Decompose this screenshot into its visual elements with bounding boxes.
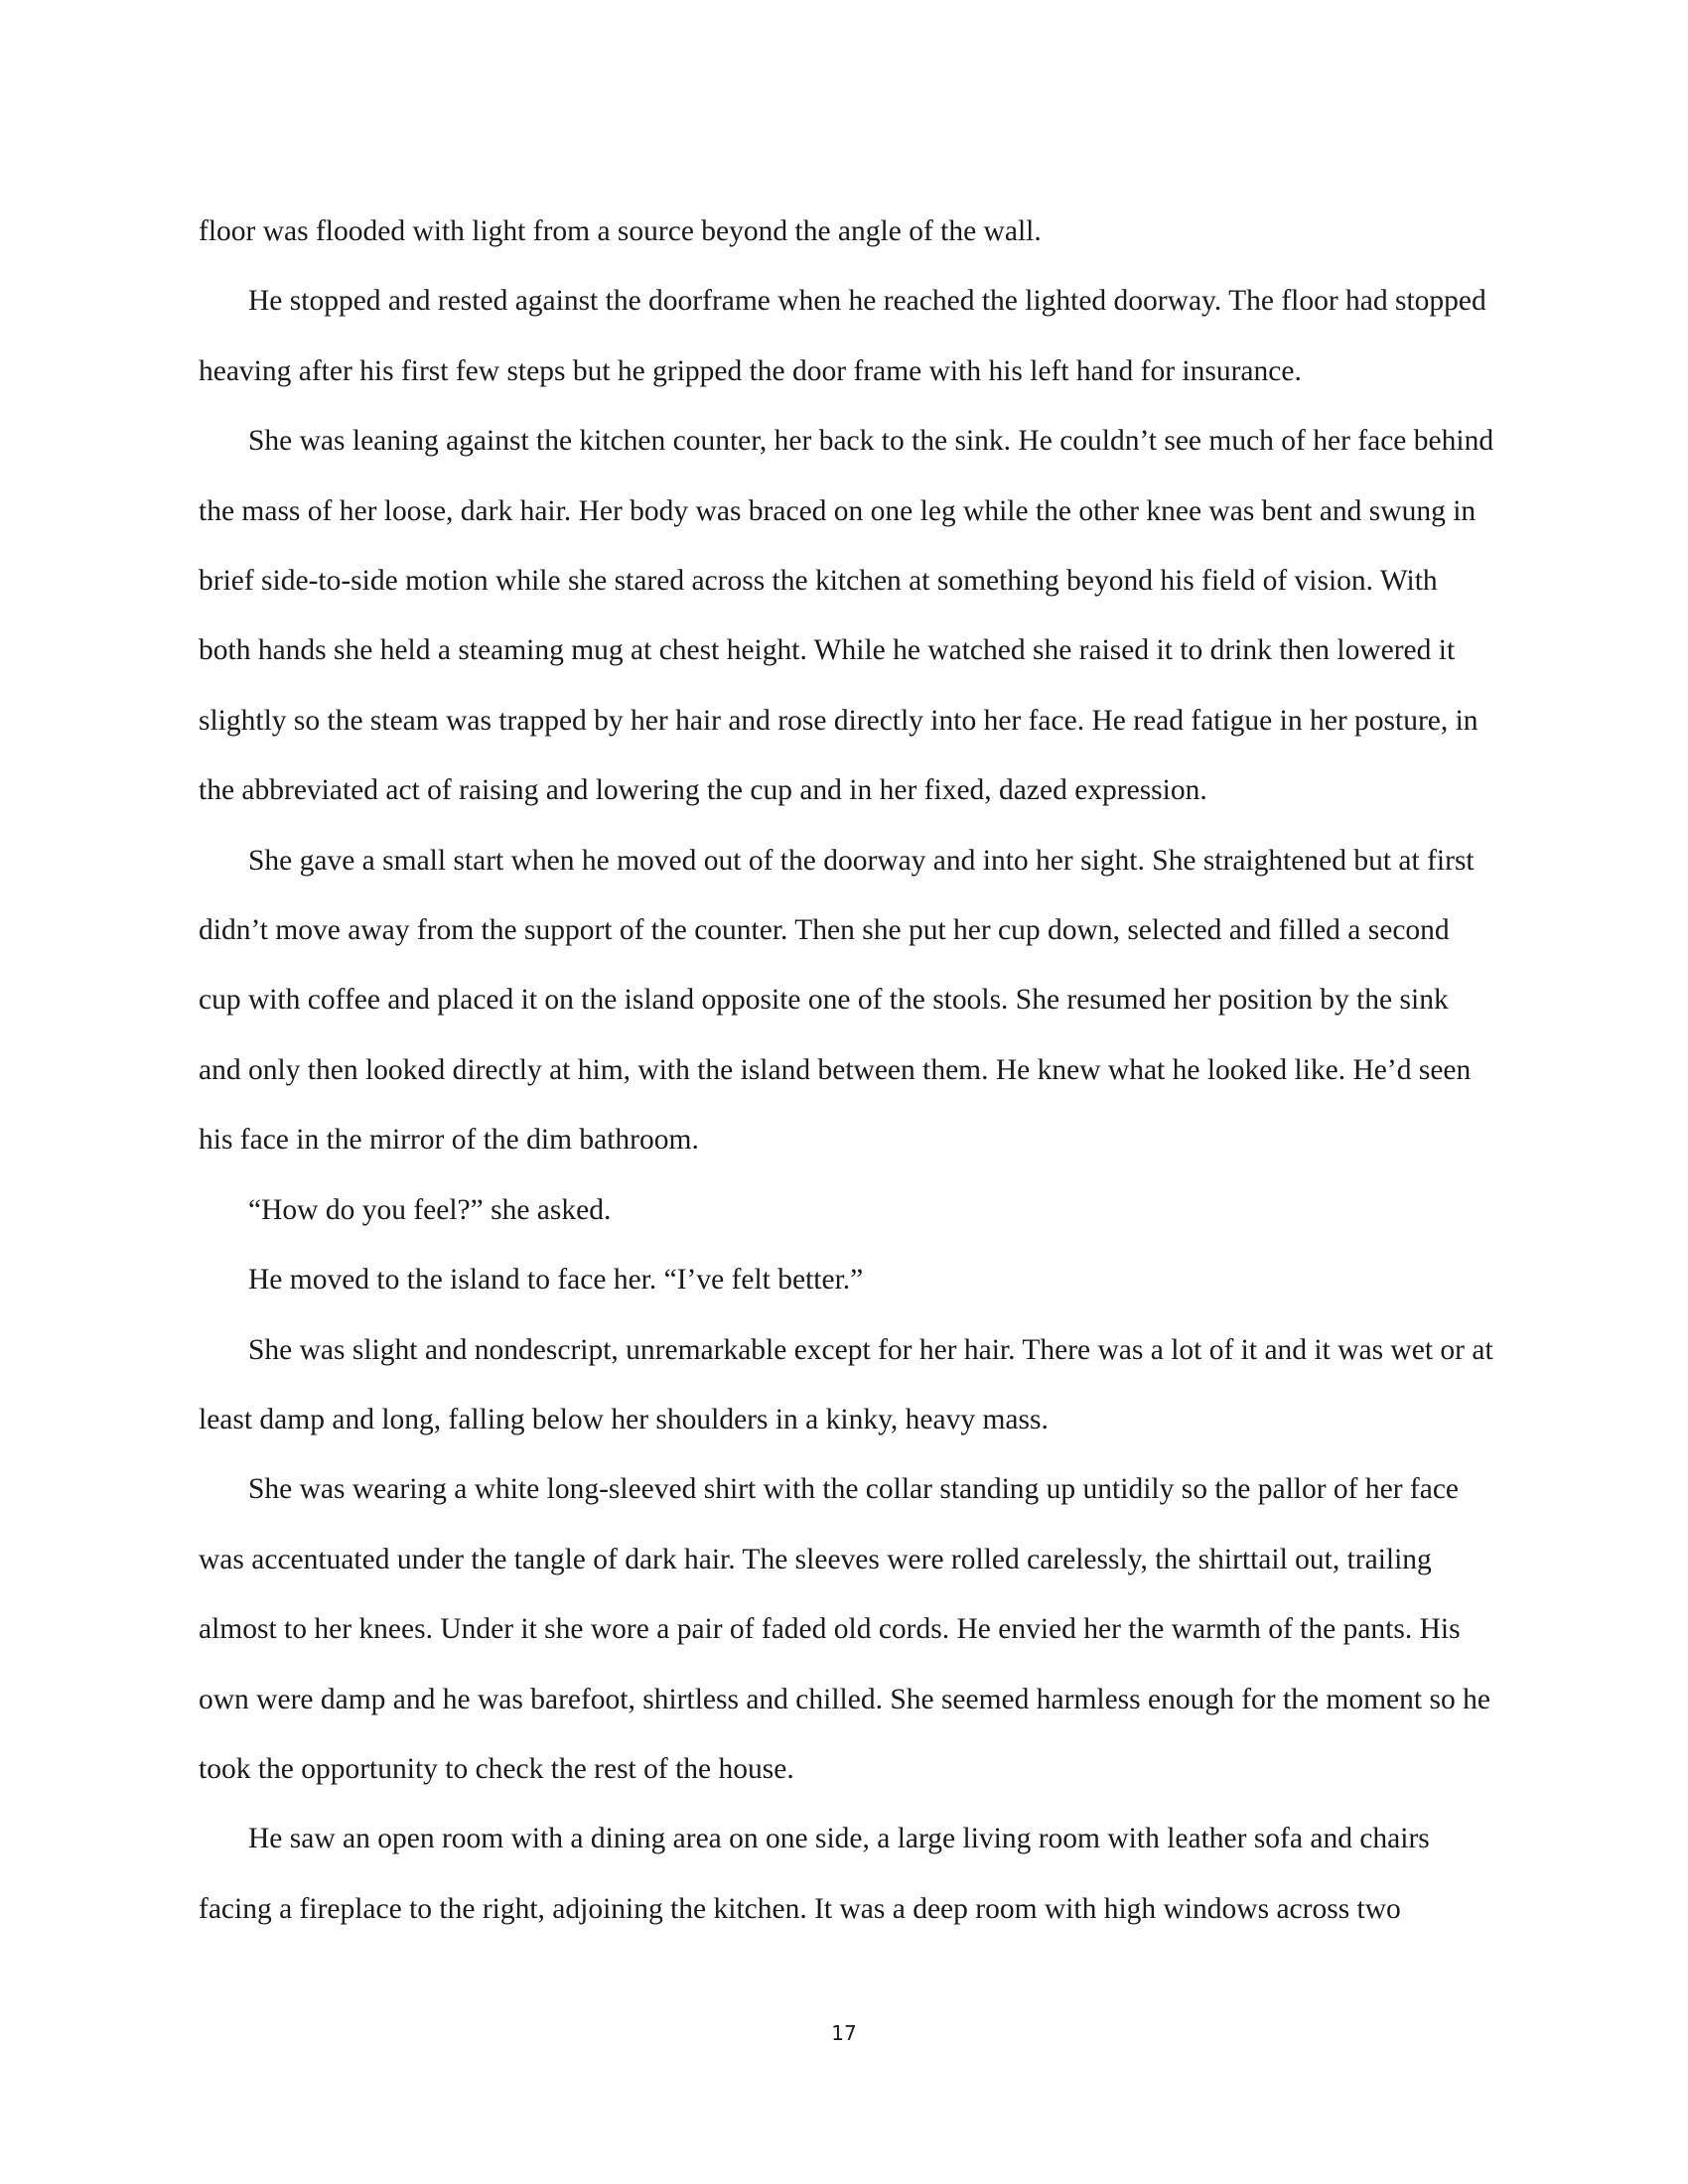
paragraph: She was wearing a white long-sleeved shirt with the collar standing up untidily so the pallor of her face was accentuated under the tangle of dark hair. The sleeves were rolled carelessly, the shirttail out, trailing almost to her knees. Under it she wore a pair of faded old cords. He envied her the warmth of the pants. His own were damp and he was barefoot, shirtless and chilled. She seemed harmless enough for the moment so he took the opportunity to check the rest of the house.	[199, 1473, 1490, 1785]
paragraph: He moved to the island to face her. “I’ve felt better.”	[248, 1264, 864, 1297]
paragraph: She was leaning against the kitchen counter, her back to the sink. He couldn’t see much of her face behind the mass of her loose, dark hair. Her body was braced on one leg while the other knee was bent and swung in brief side-to-side motion while she stared across the kitchen at something beyond his field of vision. With both hands she held a steaming mug at chest height. While he watched she raised it to drink then lowered it slightly so the steam was trapped by her hair and rose directly into her face. He read fatigue in her posture, in the abbreviated act of raising and lowering the cup and in her fixed, dazed expression.	[199, 425, 1494, 807]
page-number: 17	[831, 2021, 857, 2045]
paragraph: She was slight and nondescript, unremarkable except for her hair. There was a lot of it and it was wet or at least damp and long, falling below her shoulders in a kinky, heavy mass.	[199, 1333, 1493, 1435]
paragraph: “How do you feel?” she asked.	[248, 1193, 612, 1226]
paragraph: She gave a small start when he moved out of the doorway and into her sight. She straightened but at first didn’t move away from the support of the counter. Then she put her cup down, selected and filled a second cup with coffee and placed it on the island opposite one of the stools. She resumed her position by the sink and only then looked directly at him, with the island between them. He knew what he looked like. He’d seen his face in the mirror of the dim bathroom.	[199, 844, 1475, 1157]
paragraph: He saw an open room with a dining area on one side, a large living room with leather sofa and chairs facing a fireplace to the right, adjoining the kitchen. It was a deep room with high windows across two	[199, 1823, 1430, 1925]
paragraph: He stopped and rested against the doorframe when he reached the lighted doorway. The floor had stopped heaving after his first few steps but he gripped the door frame with his left hand for insurance.	[199, 285, 1486, 387]
body-text	[199, 197, 1494, 1944]
paragraph-continued: floor was flooded with light from a source beyond the angle of the wall.	[199, 215, 1042, 247]
